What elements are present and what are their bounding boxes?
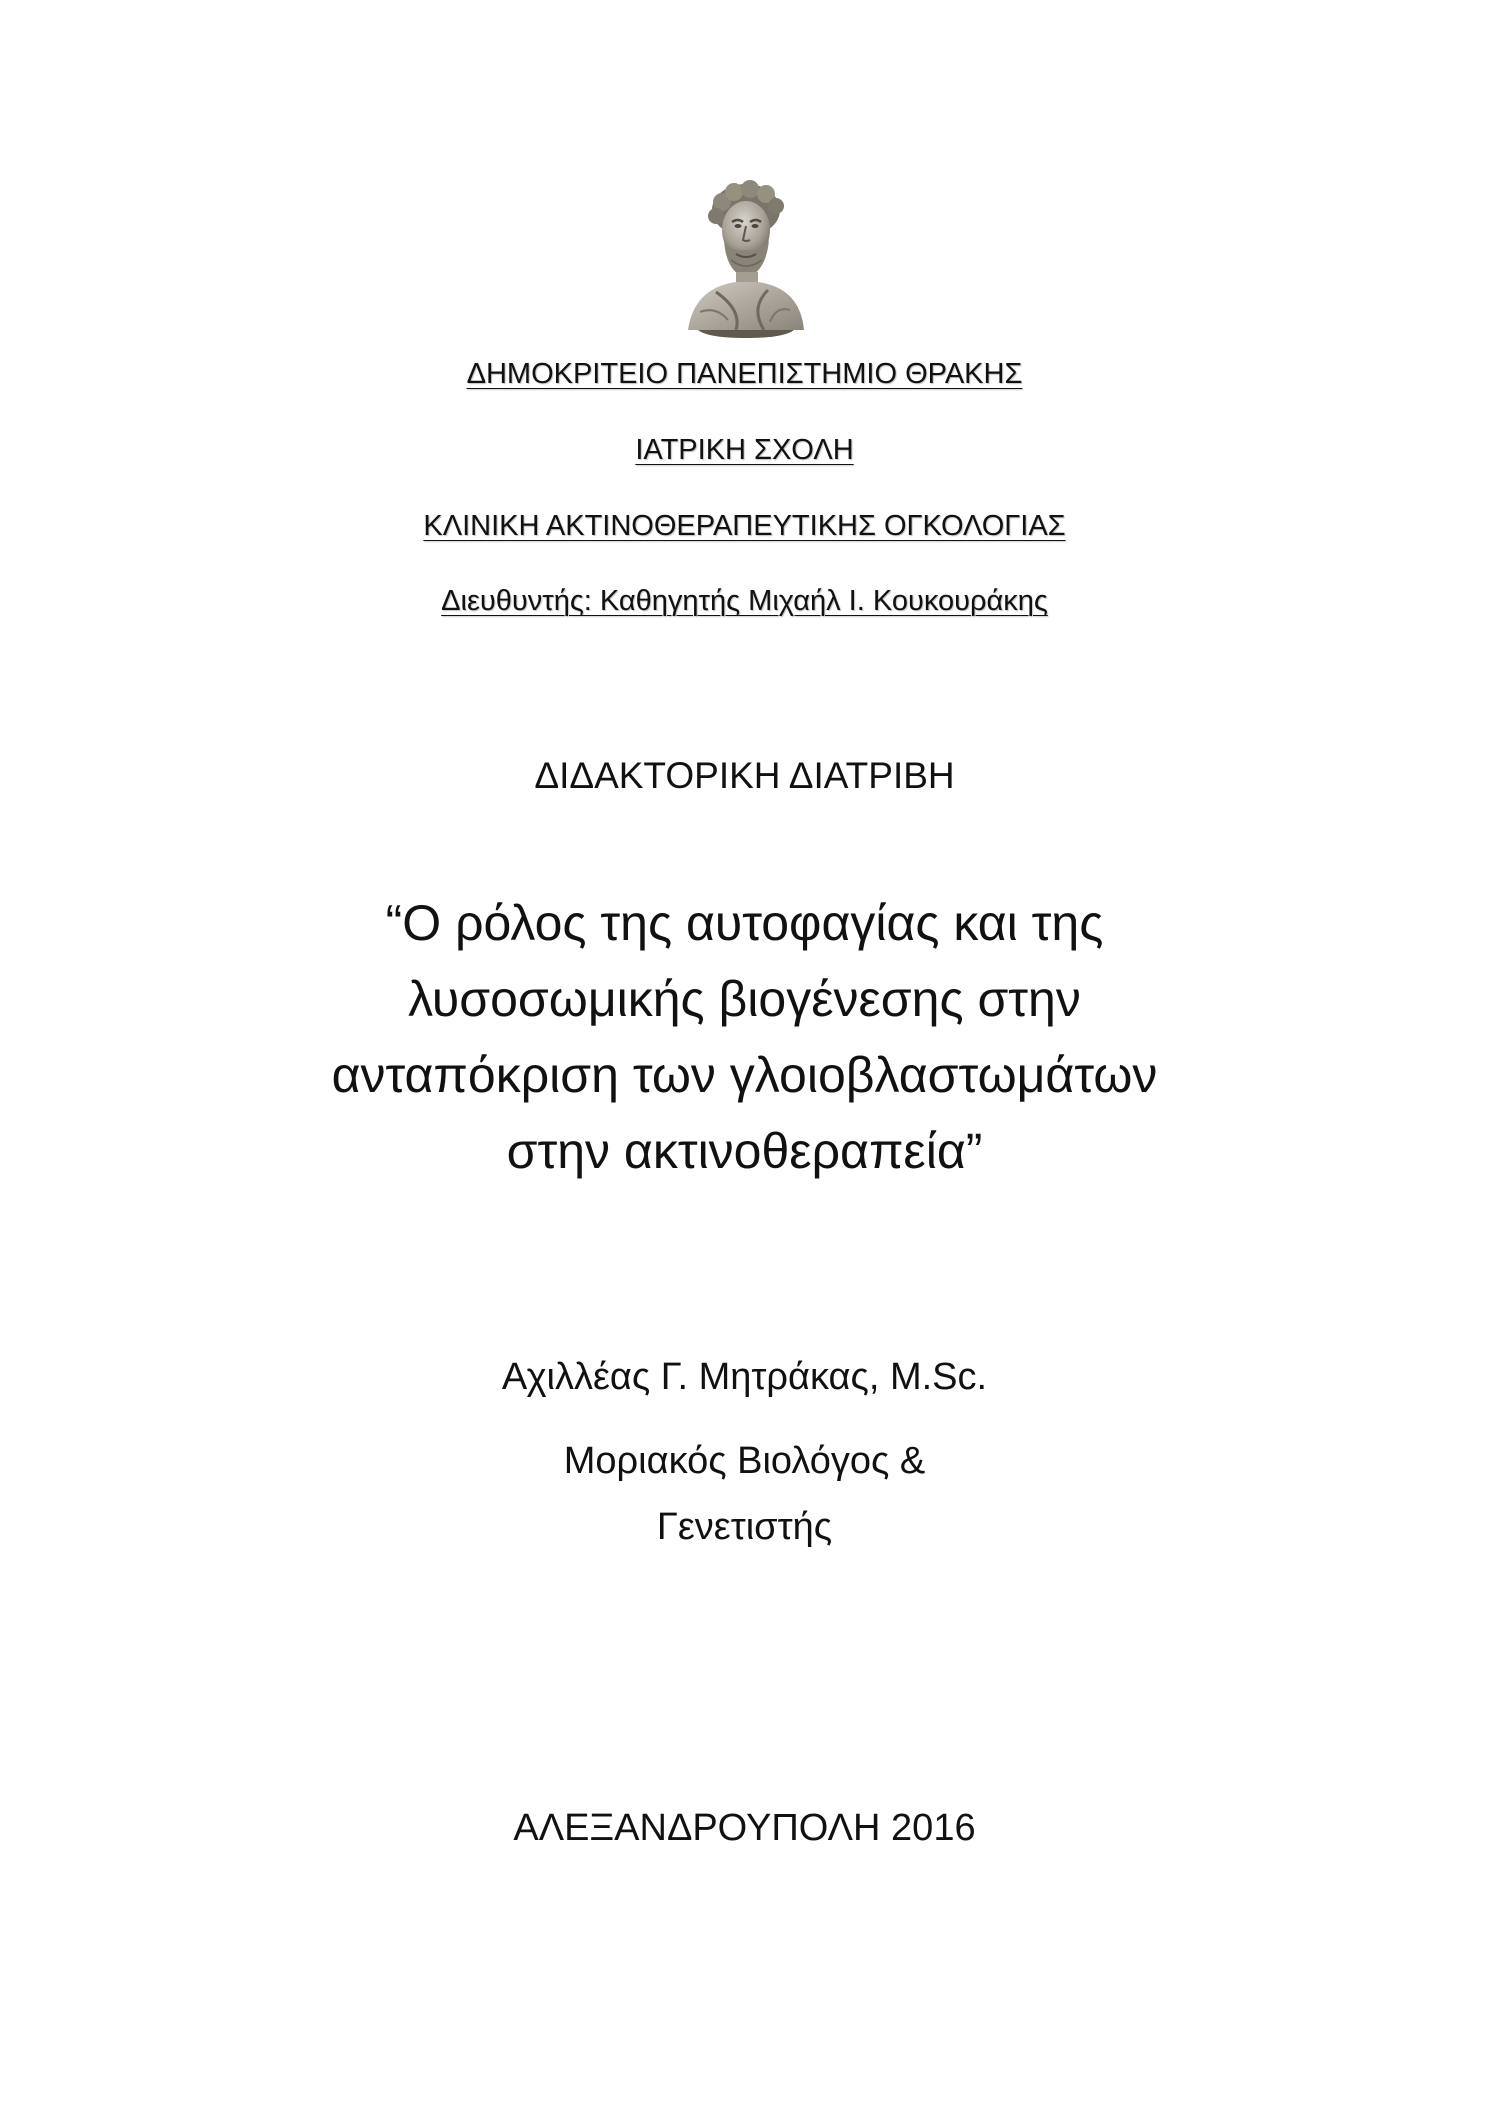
place-and-year: ΑΛΕΞΑΝΔΡΟΥΠΟΛΗ 2016 — [513, 1807, 976, 1849]
clinic-name: ΚΛΙΝΙΚΗ ΑΚΤΙΝΟΘΕΡΑΠΕΥΤΙΚΗΣ ΟΓΚΟΛΟΓΙΑΣ — [423, 510, 1066, 542]
democritus-bust-icon — [676, 180, 814, 338]
document-type: ΔΙΔΑΚΤΟΡΙΚΗ ΔΙΑΤΡΙΒΗ — [534, 755, 955, 796]
author-name: Αχιλλέας Γ. Μητράκας, M.Sc. — [501, 1356, 988, 1398]
author-role-line: Γενετιστής — [656, 1506, 833, 1548]
thesis-title-line: “Ο ρόλος της αυτοφαγίας και της — [385, 895, 1104, 951]
thesis-title-line: στην ακτινοθεραπεία” — [506, 1123, 983, 1179]
author-role-line: Μοριακός Βιολόγος & — [563, 1440, 926, 1482]
school-name: ΙΑΤΡΙΚΗ ΣΧΟΛΗ — [635, 434, 854, 466]
thesis-title-line: λυσοσωμικής βιογένεσης στην — [408, 971, 1081, 1027]
university-name: ΔΗΜΟΚΡΙΤΕΙΟ ΠΑΝΕΠΙΣΤΗΜΙΟ ΘΡΑΚΗΣ — [466, 358, 1023, 390]
director-line: Διευθυντής: Καθηγητής Μιχαήλ Ι. Κουκουράκης — [441, 585, 1048, 617]
thesis-title-line: ανταπόκριση των γλοιοβλαστωμάτων — [331, 1047, 1158, 1103]
